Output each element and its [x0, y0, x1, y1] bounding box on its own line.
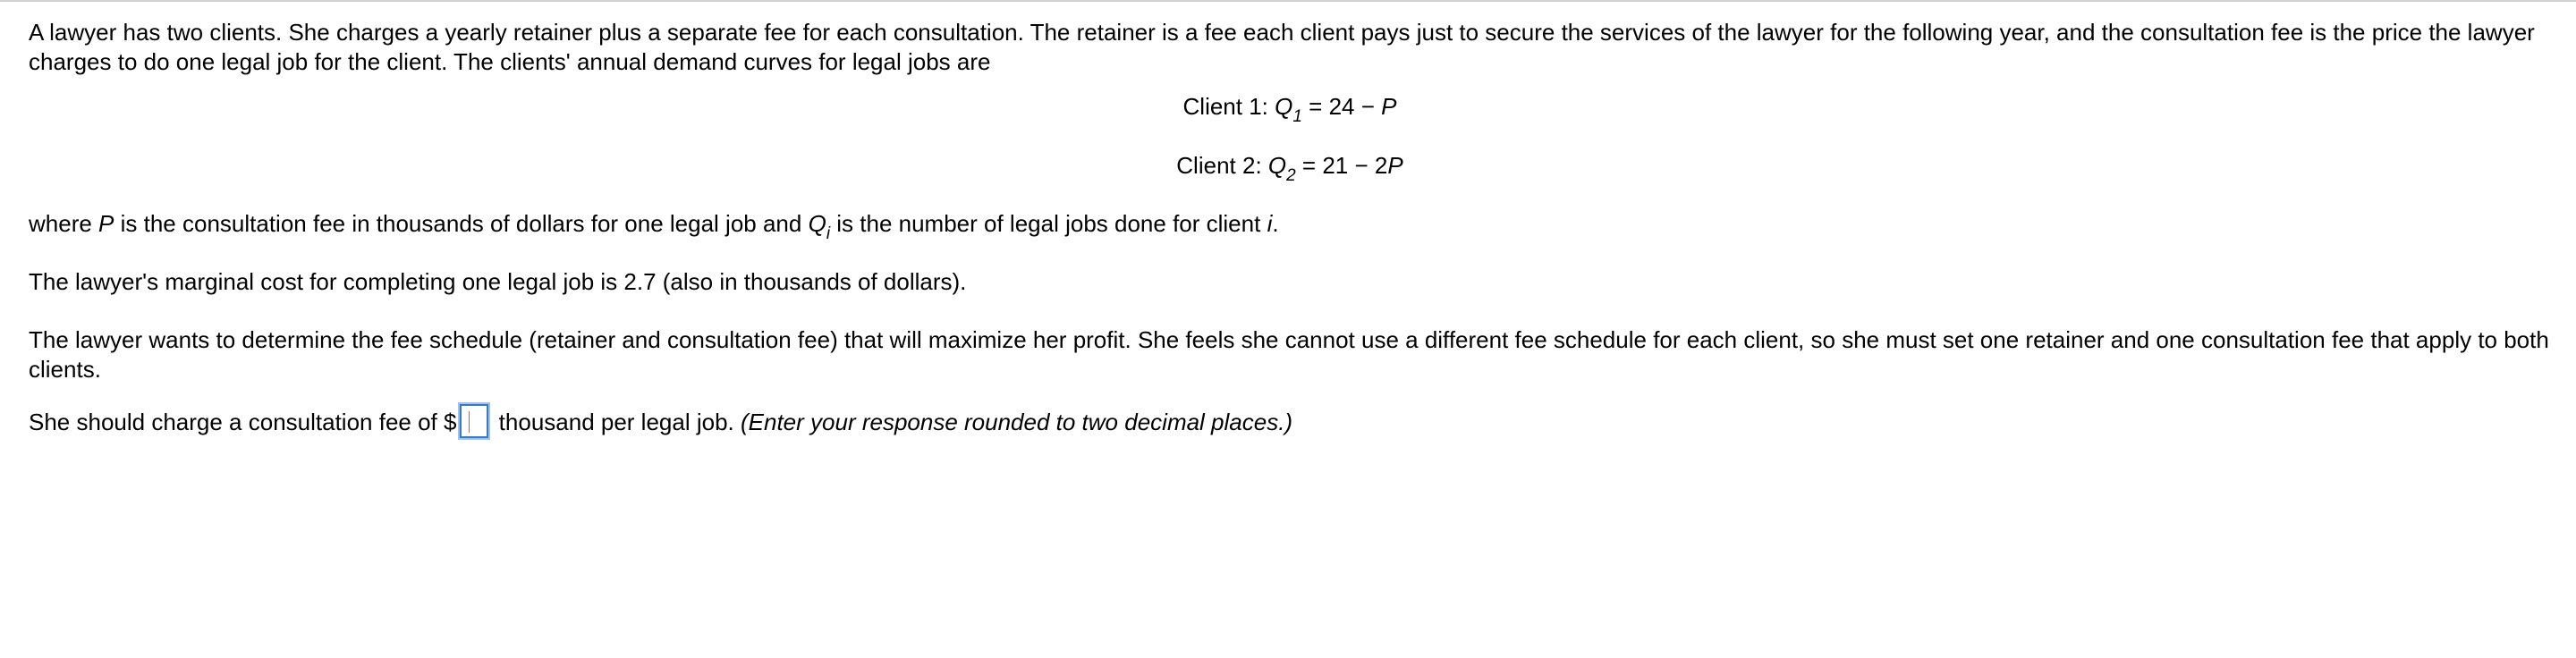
equation-variable: Q — [1275, 93, 1293, 120]
equation-label: Client 2: — [1176, 152, 1268, 179]
consultation-fee-answer-box[interactable] — [460, 404, 488, 438]
client-index-variable: i — [1267, 210, 1273, 237]
quantity-variable: Q — [808, 210, 826, 237]
question-intro: A lawyer has two clients. She charges a yearly retainer plus a separate fee for each consultation. The retainer is a fee each client pays just to secure the services of the lawyer for the following year, and the consultation fee is the price the lawyer charges to do one legal job for the client. The clients' annual demand curves for legal jobs are — [29, 19, 2535, 75]
top-divider — [0, 0, 2576, 2]
equation-variable: Q — [1267, 152, 1287, 179]
equation-label: Client 1: — [1182, 93, 1275, 120]
answer-suffix: thousand per legal job. — [492, 409, 741, 435]
equation-client-2 — [29, 150, 2551, 185]
definition-text: where — [29, 210, 99, 237]
equation-price-variable: P — [1387, 152, 1403, 179]
consultation-fee-input[interactable] — [462, 407, 487, 437]
equation-subscript: 1 — [1292, 107, 1302, 126]
quantity-subscript: i — [826, 224, 831, 243]
equation-price-variable: P — [1381, 93, 1397, 120]
price-variable: P — [98, 210, 114, 237]
definition-text: . — [1272, 210, 1279, 237]
text-caret — [469, 411, 470, 433]
definition-text: is the number of legal jobs done for client — [830, 210, 1267, 237]
objective-text: The lawyer wants to determine the fee schedule (retainer and consultation fee) that will maximize her profit. She feels she cannot use a different fee schedule for each client, so she must set one retainer and one consultation fee that apply to both clients. — [29, 326, 2549, 383]
answer-instruction: (Enter your response rounded to two decimal places.) — [741, 409, 1293, 435]
equation-subscript: 2 — [1286, 166, 1296, 185]
marginal-cost-text: The lawyer's marginal cost for completing one legal job is 2.7 (also in thousands of dollars). — [29, 268, 967, 295]
answer-prefix: She should charge a consultation fee of $ — [29, 409, 457, 435]
variable-definitions — [29, 209, 2551, 243]
question-content — [29, 18, 2551, 438]
equation-rhs: = 24 − — [1301, 93, 1382, 120]
equation-rhs: = 21 − 2 — [1295, 152, 1388, 179]
equation-client-1 — [29, 91, 2551, 126]
definition-text: is the consultation fee in thousands of dollars for one legal job and — [114, 210, 809, 237]
answer-line — [29, 408, 2551, 438]
